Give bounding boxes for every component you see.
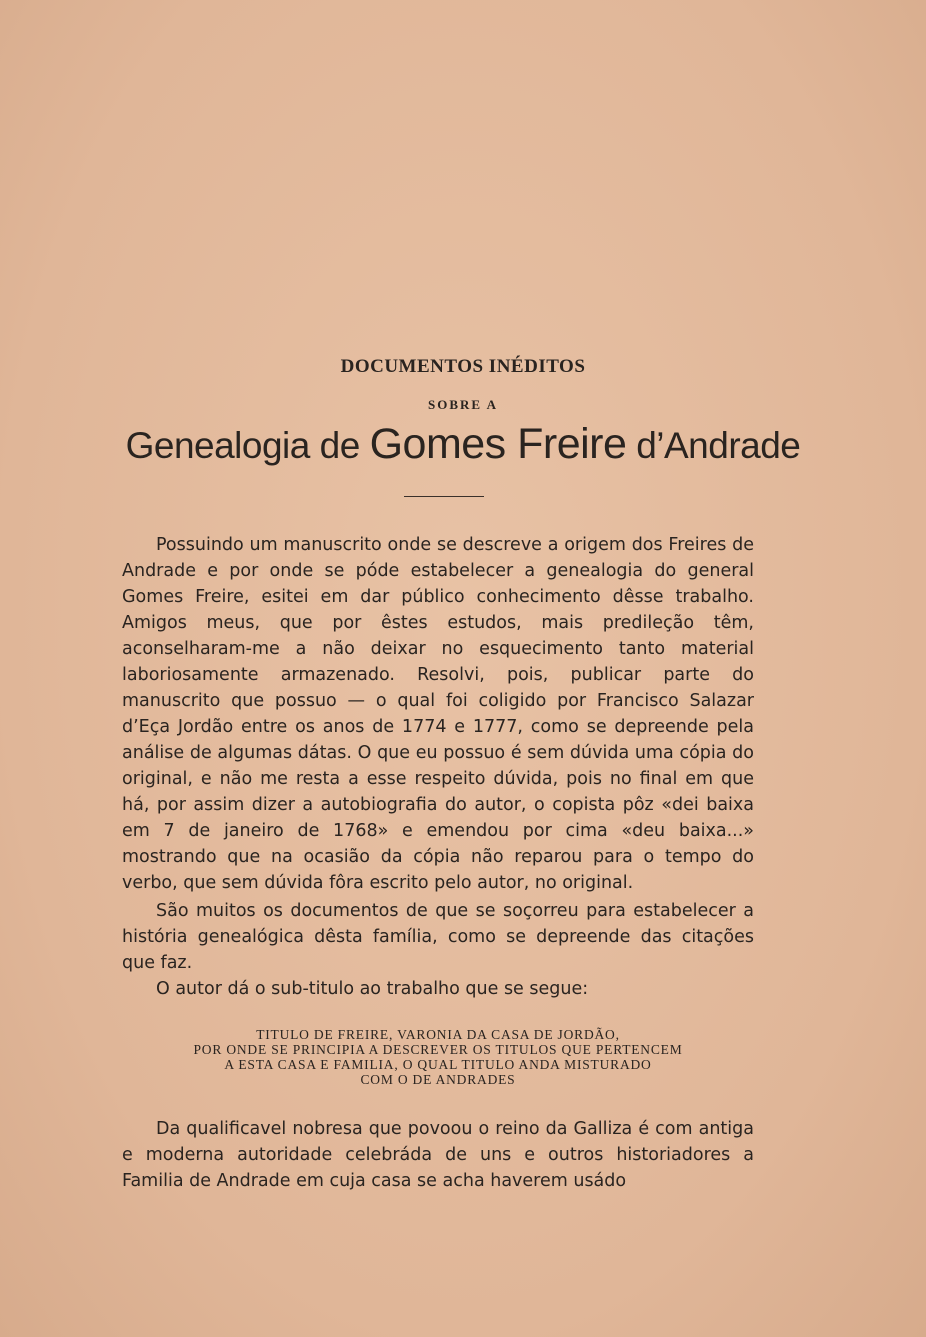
- subtitle-block: [122, 1027, 754, 1087]
- page-title: [0, 420, 926, 469]
- title-part-2: Gomes Freire: [369, 420, 627, 468]
- closing-paragraph: Da qualificavel nobresa que povoou o reino da Galliza é com antiga e moderna autoridade celebráda de uns e outros historiadores a Familia de Andrade em cuja casa se acha haverem usádo: [122, 1119, 754, 1191]
- section-kicker: DOCUMENTOS INÉDITOS: [340, 356, 586, 377]
- paragraph-2: São muitos os documentos de que se soçorreu para estabelecer a história genealógica dêsta família, como se depreende das citações que faz.: [122, 901, 754, 973]
- subtitle-line: TITULO DE FREIRE, VARONIA DA CASA DE JORDÃO,: [256, 1027, 620, 1042]
- title-part-1: Genealogia de: [125, 425, 370, 466]
- paragraph-1: Possuindo um manuscrito onde se descreve a origem dos Freires de Andrade e por onde se póde estabelecer a genealogia do general Gomes Freire, esitei em dar público conhecimento dêsse trabalho. Amigos meus, que por êstes estudos, mais predileção têm, aconselharam-me a não deixar no esquecimento tanto material laboriosamente armazenado. Resolvi, pois, publicar parte do manuscrito que possuo — o qual foi coligido por Francisco Salazar d’Eça Jordão entre os anos de 1774 e 1777, como se depreende pela análise de algumas dátas. O que eu possuo é sem dúvida uma cópia do original, e não me resta a esse respeito dúvida, pois no final em que há, por assim dizer a autobiografia do autor, o copista pôz «dei baixa em 7 de janeiro de 1768» e emendou por cima «deu baixa...» mostrando que na ocasião da cópia não reparou para o tempo do verbo, que sem dúvida fôra escrito pelo autor, no original.: [122, 535, 754, 893]
- title-part-3: d’Andrade: [626, 425, 801, 466]
- section-subheading: SOBRE A: [428, 397, 498, 412]
- paragraph-3: O autor dá o sub-titulo ao trabalho que se segue:: [156, 979, 589, 999]
- subtitle-line: A ESTA CASA E FAMILIA, O QUAL TITULO ANDA MISTURADO: [224, 1057, 652, 1072]
- subtitle-line: POR ONDE SE PRINCIPIA A DESCREVER OS TITULOS QUE PERTENCEM: [193, 1042, 683, 1057]
- subtitle-line: COM O DE ANDRADES: [360, 1072, 516, 1087]
- title-divider: [404, 496, 484, 497]
